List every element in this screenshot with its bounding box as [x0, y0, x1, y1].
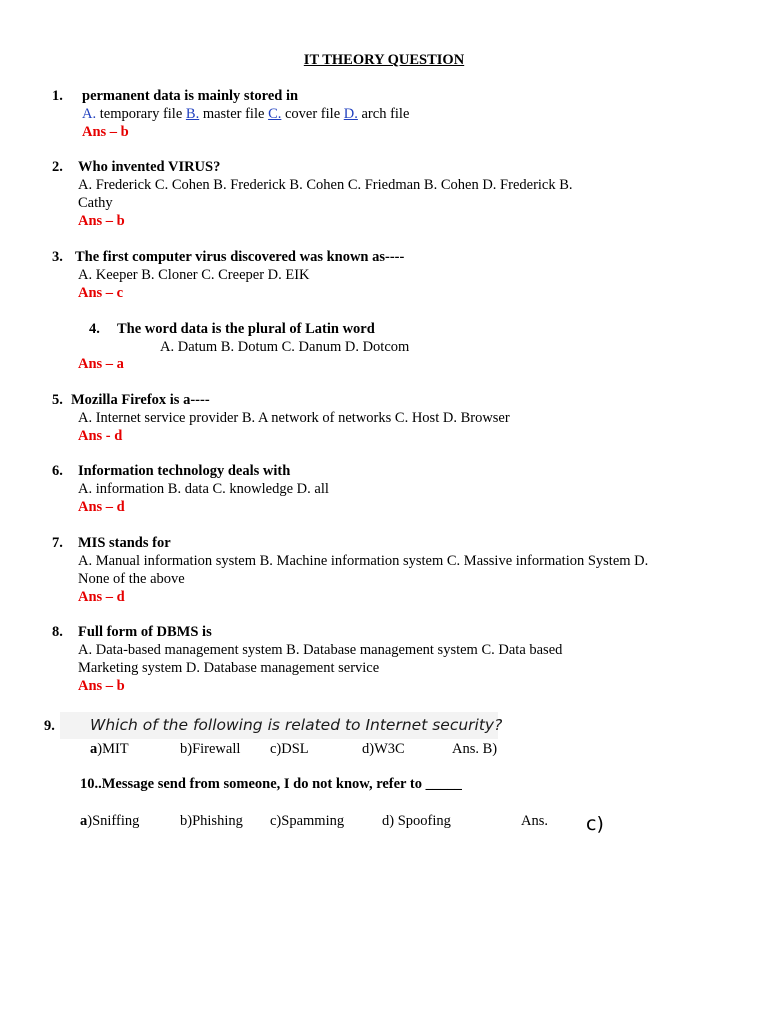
question-number: 6. — [52, 463, 63, 479]
question-text: Which of the following is related to Internet security? — [90, 716, 503, 734]
options-line: A. Internet service provider B. A network of networks C. Host D. Browser — [78, 410, 510, 426]
option-b: b)Phishing — [180, 813, 243, 829]
question-text: MIS stands for — [78, 535, 171, 551]
option-c: c)DSL — [270, 741, 309, 757]
option-b: b)Firewall — [180, 741, 241, 757]
question-text: permanent data is mainly stored in — [82, 88, 299, 104]
question-text: The word data is the plural of Latin word — [117, 321, 375, 337]
answer: Ans – b — [82, 124, 129, 140]
question-text: The first computer virus discovered was known as---- — [75, 249, 405, 265]
option-a-marker: A. — [82, 106, 97, 122]
answer: Ans. B) — [452, 741, 498, 757]
options-line: Marketing system D. Database management service — [78, 660, 380, 676]
options-line: Cathy — [78, 195, 113, 211]
question-text: Full form of DBMS is — [78, 624, 212, 640]
option-a-text: temporary file — [96, 106, 186, 122]
option-d-text: arch file — [357, 106, 410, 122]
answer: Ans – a — [78, 356, 124, 372]
answer: Ans – d — [78, 589, 125, 605]
options-line: A. Keeper B. Cloner C. Creeper D. EIK — [78, 267, 310, 283]
question-text: Information technology deals with — [78, 463, 291, 479]
handwritten-answer: c) — [586, 813, 604, 835]
options-line — [82, 105, 409, 123]
question-number: 7. — [52, 535, 63, 551]
answer: Ans – c — [78, 285, 124, 301]
question-number: 4. — [89, 321, 100, 337]
answer: Ans - d — [78, 428, 123, 444]
options-line: A. Manual information system B. Machine information system C. Massive information System D. — [78, 553, 649, 569]
answer: Ans – d — [78, 499, 125, 515]
options-line: A. Frederick C. Cohen B. Frederick B. Cohen C. Friedman B. Cohen D. Frederick B. — [78, 177, 573, 193]
question-number: 9. — [44, 718, 55, 734]
answer: Ans – b — [78, 678, 125, 694]
option-c-text: cover file — [281, 106, 344, 122]
option-d-marker: D. — [343, 106, 358, 122]
question-text: Who invented VIRUS? — [78, 159, 221, 175]
question-number: 8. — [52, 624, 63, 640]
question-number: 3. — [52, 249, 63, 265]
question-number: 1. — [52, 88, 63, 104]
question-text: 10..Message send from someone, I do not know, refer to _____ — [80, 776, 462, 792]
option-d: d)W3C — [362, 741, 405, 757]
question-text: Mozilla Firefox is a---- — [71, 392, 210, 408]
question-number: 5. — [52, 392, 63, 408]
option-c-marker: C. — [268, 106, 282, 122]
option-b-text: master file — [199, 106, 269, 122]
answer: Ans – b — [78, 213, 125, 229]
option-d: d) Spoofing — [382, 813, 451, 829]
option-b-marker: B. — [185, 106, 200, 122]
answer-label: Ans. — [521, 813, 548, 829]
options-line: A. Data-based management system B. Database management system C. Data based — [78, 642, 563, 658]
option-c: c)Spamming — [270, 813, 345, 829]
question-number: 2. — [52, 159, 63, 175]
page-title: IT THEORY QUESTION — [303, 52, 465, 68]
option-a: a)MIT — [90, 741, 129, 757]
options-line: A. information B. data C. knowledge D. all — [78, 481, 329, 497]
option-a: a)Sniffing — [80, 813, 140, 829]
options-line: None of the above — [78, 571, 185, 587]
options-line: A. Datum B. Dotum C. Danum D. Dotcom — [160, 339, 410, 355]
